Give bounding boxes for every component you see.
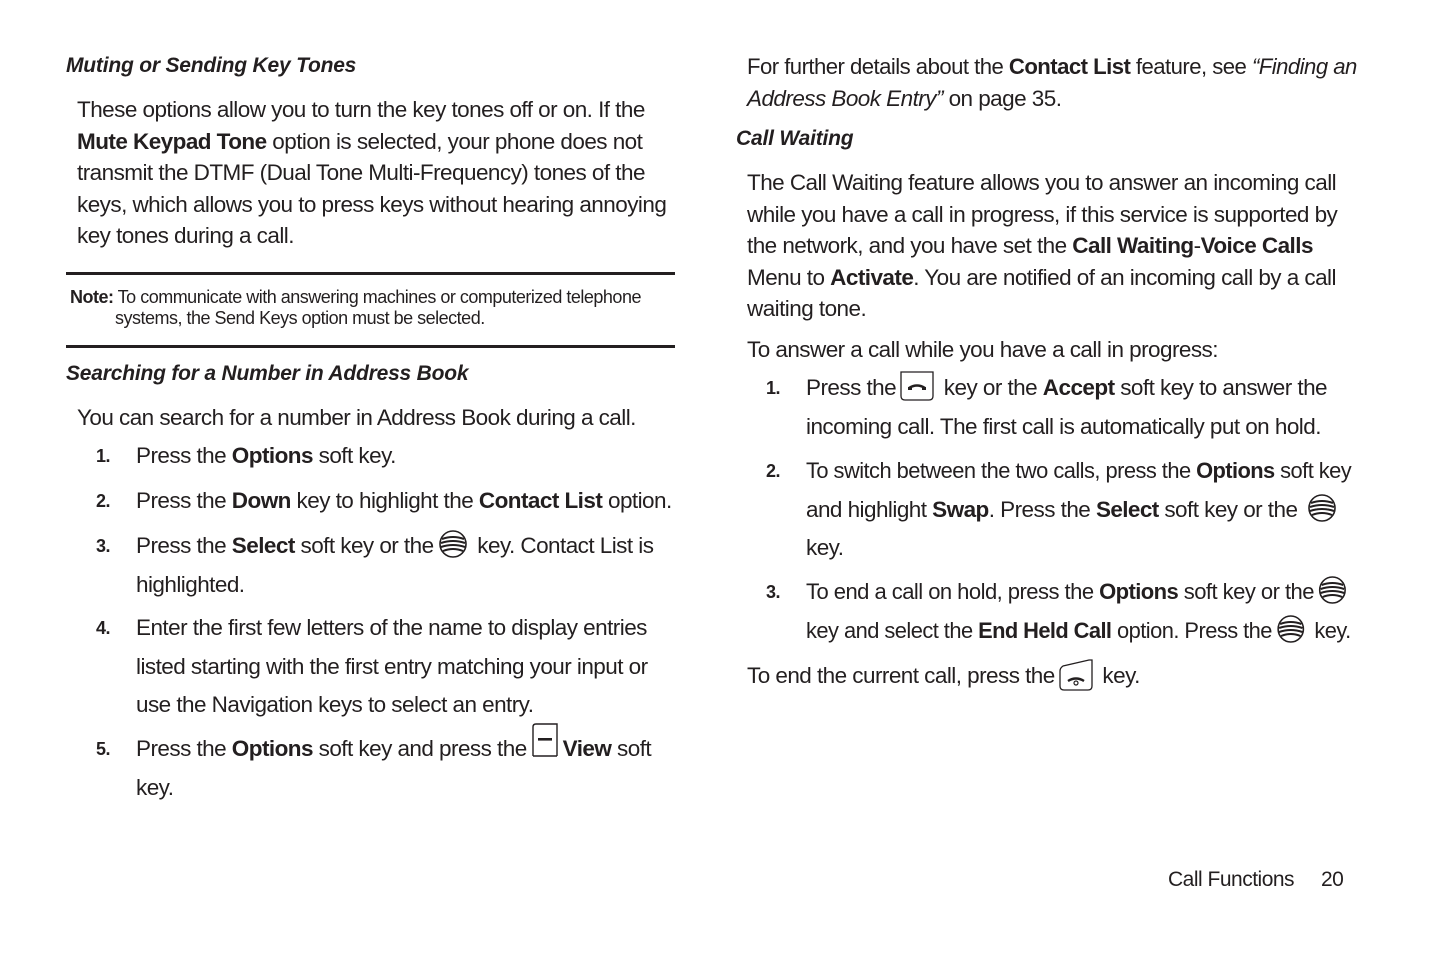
step-number: 5. — [96, 739, 110, 759]
note-line-2: systems, the Send Keys option must be selected. — [115, 308, 485, 328]
step-number: 1. — [96, 446, 110, 466]
step-number: 3. — [96, 536, 110, 556]
contact-list-reference: For further details about the Contact List feature, see “Finding an Address Book Entry” on page 35. — [747, 54, 1357, 111]
answer-intro: To answer a call while you have a call in progress: — [747, 337, 1218, 362]
step-number: 2. — [96, 491, 110, 511]
end-key-icon — [1059, 659, 1093, 691]
searching-intro: You can search for a number in Address Book during a call. — [77, 405, 636, 430]
muting-paragraph: These options allow you to turn the key tones off or on. If the Mute Keypad Tone option is selected, your phone does not transmit the DTMF (Dual Tone Multi-Frequency) tones of the keys, which allows you to press keys without hearing annoying key tones during a call. — [77, 97, 667, 248]
note-label: Note: — [70, 287, 114, 307]
step-number: 1. — [766, 378, 780, 398]
note-line-1: To communicate with answering machines or computerized telephone — [113, 287, 641, 307]
att-globe-icon — [438, 529, 468, 559]
call-waiting-paragraph: The Call Waiting feature allows you to answer an incoming call while you have a call in progress, if this service is supported by the network, and you have set the Call Waiting-Voice Calls Menu to Activate. You are notified of an incoming call by a call waiting tone. — [747, 170, 1338, 321]
left-soft-key-icon — [531, 723, 559, 757]
step-number: 2. — [766, 461, 780, 481]
note-box — [66, 272, 675, 348]
page-number: 20 — [1321, 868, 1344, 891]
att-globe-icon — [1318, 575, 1347, 605]
send-key-icon — [900, 371, 934, 401]
section-heading-call-waiting: Call Waiting — [736, 127, 854, 150]
footer-section-title: Call Functions — [1168, 868, 1295, 891]
att-globe-icon — [1276, 614, 1305, 644]
section-heading-muting: Muting or Sending Key Tones — [66, 54, 357, 77]
section-heading-searching: Searching for a Number in Address Book — [66, 362, 469, 385]
step-number: 3. — [766, 582, 780, 602]
att-globe-icon — [1307, 493, 1337, 523]
step-number: 4. — [96, 618, 110, 638]
end-call-paragraph: To end the current call, press the key. — [747, 660, 1357, 693]
